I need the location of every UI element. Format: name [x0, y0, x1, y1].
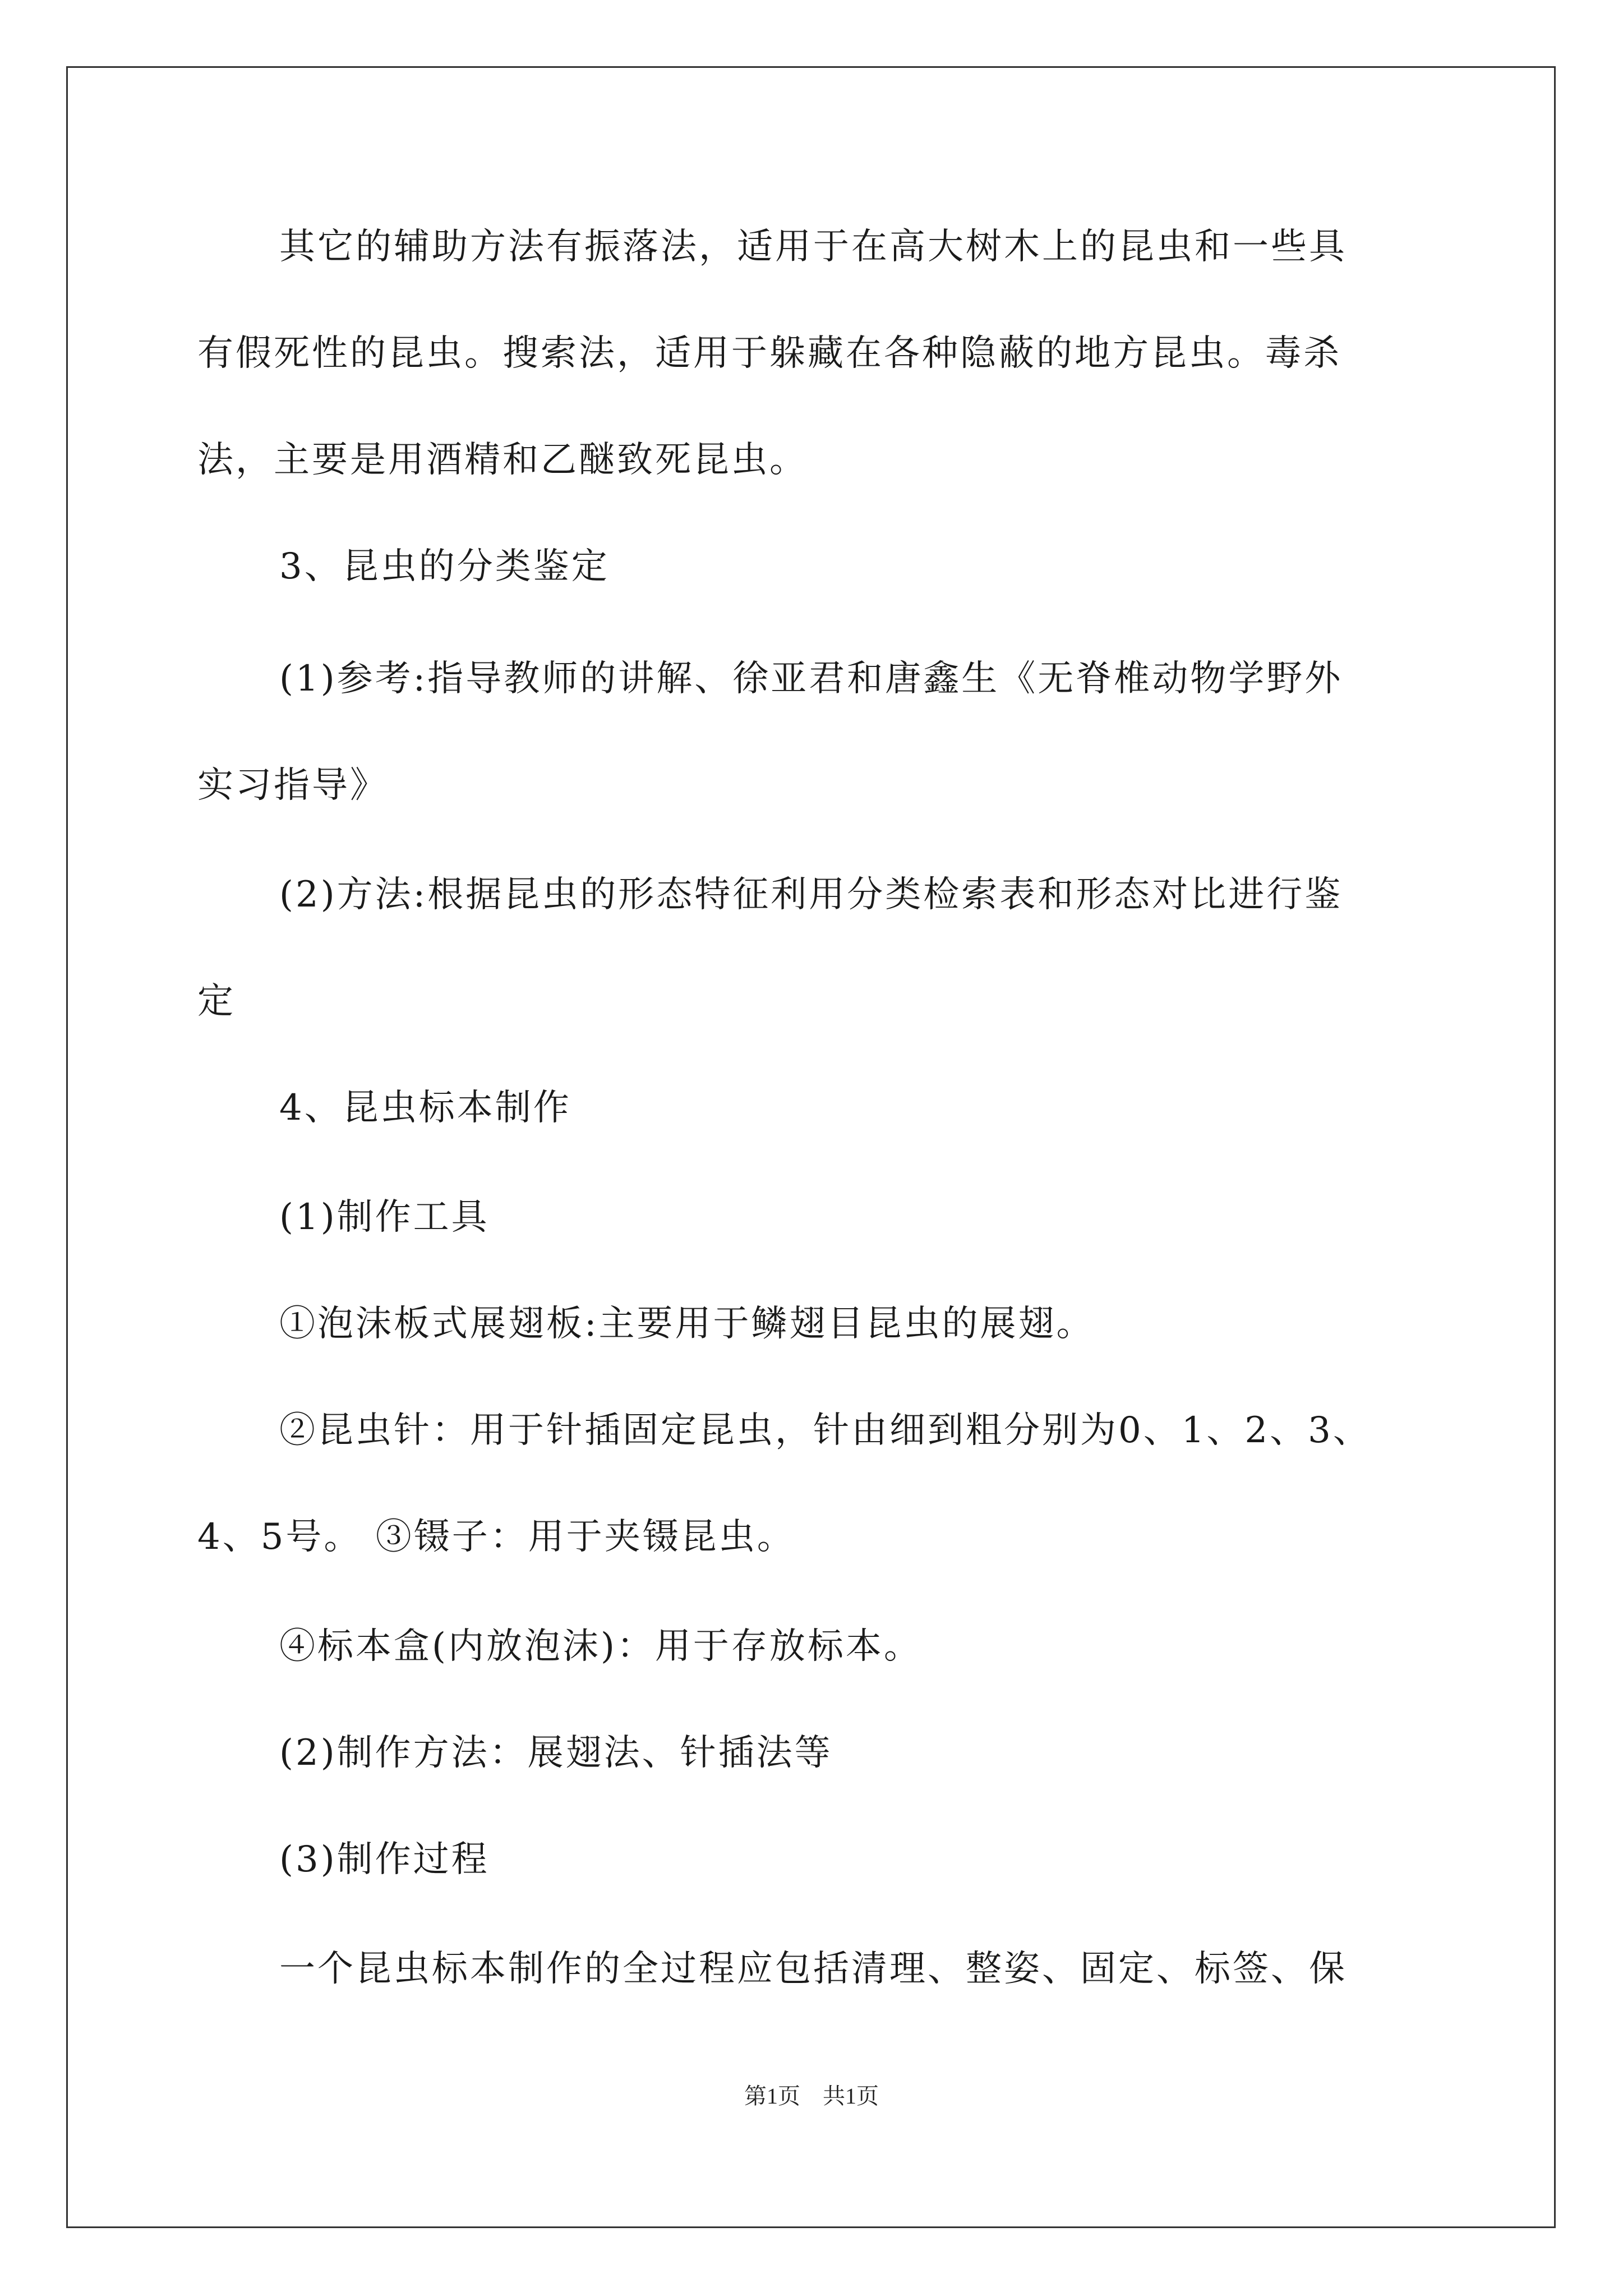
paragraph-line: ④标本盒(内放泡沫)：用于存放标本。 — [279, 1626, 922, 1667]
paragraph-line: (1)制作工具 — [279, 1197, 490, 1238]
paragraph-line: 其它的辅助方法有振落法，适用于在高大树木上的昆虫和一些具 — [279, 226, 1347, 268]
paragraph-line: (2)方法:根据昆虫的形态特征利用分类检索表和形态对比进行鉴 — [279, 874, 1343, 915]
paragraph-line: 4、5号。 ③镊子：用于夹镊昆虫。 — [197, 1516, 795, 1558]
paragraph-line: 定 — [197, 981, 236, 1022]
paragraph-line: ②昆虫针：用于针插固定昆虫，针由细到粗分别为0、1、2、3、 — [279, 1410, 1371, 1451]
paragraph-line: 法，主要是用酒精和乙醚致死昆虫。 — [197, 439, 808, 481]
section-heading: 3、昆虫的分类鉴定 — [279, 546, 610, 587]
paragraph-line: 有假死性的昆虫。搜索法，适用于躲藏在各种隐蔽的地方昆虫。毒杀 — [197, 333, 1341, 374]
paragraph-line: (3)制作过程 — [279, 1839, 490, 1880]
paragraph-line: 一个昆虫标本制作的全过程应包括清理、整姿、固定、标签、保 — [279, 1948, 1347, 1990]
section-heading: 4、昆虫标本制作 — [279, 1087, 571, 1129]
paragraph-line: (1)参考:指导教师的讲解、徐亚君和唐鑫生《无脊椎动物学野外 — [279, 658, 1343, 700]
paragraph-line: ①泡沫板式展翅板:主要用于鳞翅目昆虫的展翅。 — [279, 1303, 1095, 1345]
paragraph-line: 实习指导》 — [197, 765, 388, 806]
paragraph-line: (2)制作方法：展翅法、针插法等 — [279, 1732, 833, 1774]
page-border — [66, 66, 1556, 2228]
page-number-footer: 第1页 共1页 — [744, 2083, 879, 2109]
